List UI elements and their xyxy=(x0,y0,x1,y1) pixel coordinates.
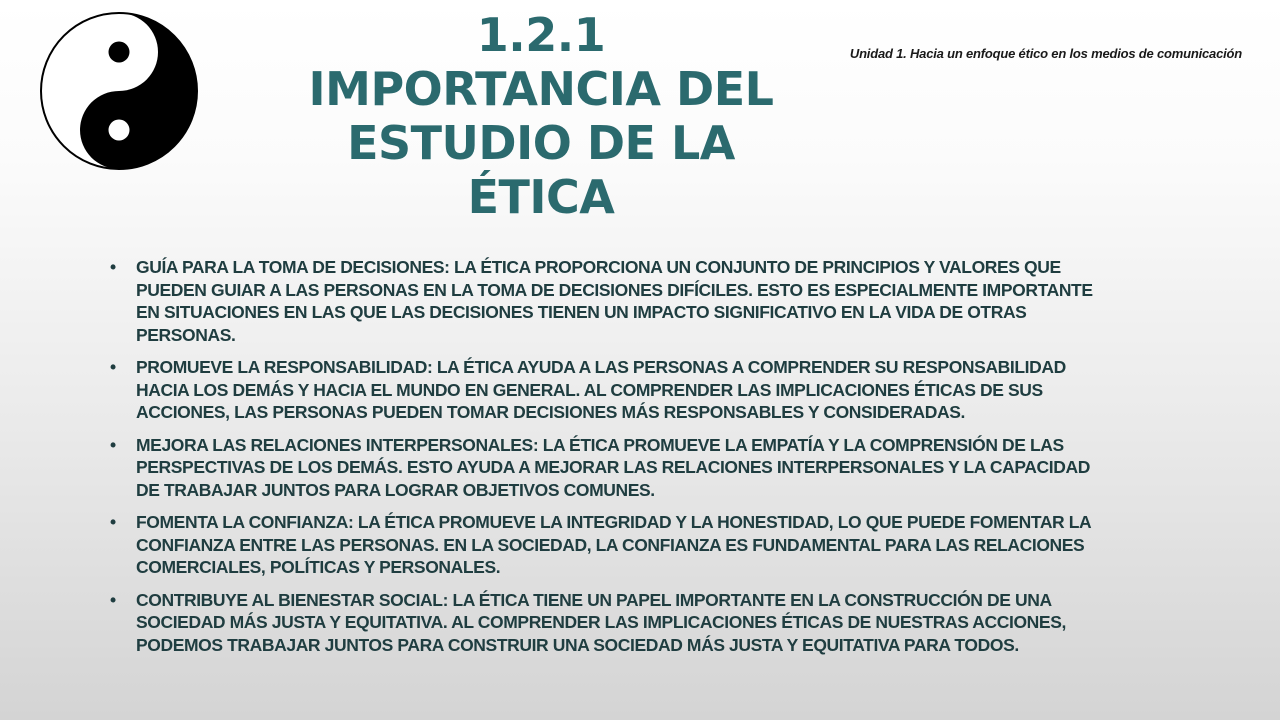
list-item xyxy=(110,589,1100,657)
bullet-icon: • xyxy=(110,357,116,377)
list-item xyxy=(110,256,1100,346)
title-line-2: ESTUDIO DE LA xyxy=(347,116,735,170)
title-line-3: ÉTICA xyxy=(467,170,615,224)
list-item-text: MEJORA LAS RELACIONES INTERPERSONALES: LA ÉTICA PROMUEVE LA EMPATÍA Y LA COMPRENSIÓN DE LAS PERSPECTIVAS DE LOS DEMÁS. ESTO AYUDA A MEJORAR LAS RELACIONES INTERPERSONALES Y LA CAPACIDAD DE TRABAJAR JUNTOS PARA LOGRAR OBJETIVOS COMUNES. xyxy=(136,434,1090,500)
list-item xyxy=(110,511,1100,579)
bullet-list xyxy=(110,256,1100,666)
title-line-1: IMPORTANCIA DEL xyxy=(308,62,774,116)
bullet-icon: • xyxy=(110,434,116,455)
list-item xyxy=(110,356,1100,424)
list-item-text: FOMENTA LA CONFIANZA: LA ÉTICA PROMUEVE LA INTEGRIDAD Y LA HONESTIDAD, LO QUE PUEDE FOMENTAR LA CONFIANZA ENTRE LAS PERSONAS. EN LA SOCIEDAD, LA CONFIANZA ES FUNDAMENTAL PARA LAS RELACIONES COMERCIALES, POLÍTICAS Y PERSONALES. xyxy=(136,512,1091,577)
bullet-icon: • xyxy=(110,589,116,610)
yin-yang-icon xyxy=(39,11,199,171)
list-item-text: PROMUEVE LA RESPONSABILIDAD: LA ÉTICA AYUDA A LAS PERSONAS A COMPRENDER SU RESPONSABILIDAD HACIA LOS DEMÁS Y HACIA EL MUNDO EN GENERAL. AL COMPRENDER LAS IMPLICACIONES ÉTICAS DE SUS ACCIONES, LAS PERSONAS PUEDEN TOMAR DECISIONES MÁS RESPONSABLES Y CONSIDERADAS. xyxy=(136,357,1066,422)
list-item-text: CONTRIBUYE AL BIENESTAR SOCIAL: LA ÉTICA TIENE UN PAPEL IMPORTANTE EN LA CONSTRUCCIÓN DE UNA SOCIEDAD MÁS JUSTA Y EQUITATIVA. AL COMPRENDER LAS IMPLICACIONES ÉTICAS DE NUESTRAS ACCIONES, PODEMOS TRABAJAR JUNTOS PARA CONSTRUIR UNA SOCIEDAD MÁS JUSTA Y EQUITATIVA PARA TODOS. xyxy=(136,589,1066,655)
bullet-icon: • xyxy=(110,512,116,532)
title-line-section-number: 1.2.1 xyxy=(476,8,606,62)
list-item-text: GUÍA PARA LA TOMA DE DECISIONES: LA ÉTICA PROPORCIONA UN CONJUNTO DE PRINCIPIOS Y VALORES QUE PUEDEN GUIAR A LAS PERSONAS EN LA TOMA DE DECISIONES DIFÍCILES. ESTO ES ESPECIALMENTE IMPORTANTE EN SITUACIONES EN LAS QUE LAS DECISIONES TIENEN UN IMPACTO SIGNIFICATIVO EN LA VIDA DE OTRAS PERSONAS. xyxy=(136,257,1093,345)
bullet-icon: • xyxy=(110,257,116,277)
unit-label: Unidad 1. Hacia un enfoque ético en los medios de comunicación xyxy=(849,46,1242,61)
slide-title xyxy=(300,8,782,224)
list-item xyxy=(110,434,1100,502)
